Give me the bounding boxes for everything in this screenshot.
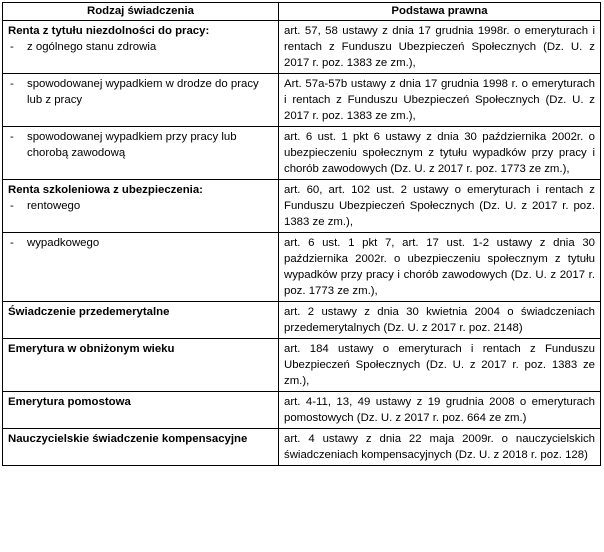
legal-basis-cell: art. 6 ust. 1 pkt 6 ustawy z dnia 30 października 2002r. o ubezpieczeniu społecznym z tytułu wypadków przy pracy i chorób zawodowych (Dz. U. z 2017 r. poz. 1773 ze zm.), bbox=[279, 127, 601, 180]
benefit-category-title: Emerytura w obniżonym wieku bbox=[8, 343, 175, 355]
table-row bbox=[3, 21, 601, 74]
table-header-row bbox=[3, 3, 601, 21]
benefit-subitem bbox=[8, 76, 273, 108]
benefit-cell bbox=[3, 302, 279, 339]
legal-basis-cell: Art. 57a-57b ustawy z dnia 17 grudnia 1998 r. o emeryturach i rentach z Funduszu Ubezpieczeń Społecznych (Dz. U. z 2017 r. poz. 1383 ze zm.), bbox=[279, 74, 601, 127]
benefit-cell bbox=[3, 429, 279, 466]
benefit-category-title: Świadczenie przedemerytalne bbox=[8, 306, 170, 318]
table-row bbox=[3, 339, 601, 392]
benefit-subitem-label: spowodowanej wypadkiem w drodze do pracy lub z pracy bbox=[27, 78, 259, 106]
benefit-category-title: Renta z tytułu niezdolności do pracy: bbox=[8, 25, 210, 37]
column-header-benefit-type: Rodzaj świadczenia bbox=[3, 3, 279, 21]
legal-basis-cell: art. 184 ustawy o emeryturach i rentach z Funduszu Ubezpieczeń Społecznych (Dz. U. z 2017 r. poz. 1383 ze zm.), bbox=[279, 339, 601, 392]
benefit-cell bbox=[3, 74, 279, 127]
table-row bbox=[3, 429, 601, 466]
benefit-subitem-label: wypadkowego bbox=[27, 237, 100, 249]
benefit-category-title: Emerytura pomostowa bbox=[8, 396, 131, 408]
dash-bullet: - bbox=[10, 78, 14, 90]
benefit-cell bbox=[3, 392, 279, 429]
benefit-cell bbox=[3, 127, 279, 180]
legal-basis-cell: art. 4-11, 13, 49 ustawy z 19 grudnia 2008 o emeryturach pomostowych (Dz. U. z 2017 r. poz. 664 ze zm.) bbox=[279, 392, 601, 429]
legal-basis-cell: art. 6 ust. 1 pkt 7, art. 17 ust. 1-2 ustawy z dnia 30 października 2002r. o ubezpieczeniu społecznym z tytułu wypadków przy pracy i chorób zawodowych (Dz. U. z 2017 r. poz. 1773 ze zm.), bbox=[279, 233, 601, 302]
benefit-cell bbox=[3, 180, 279, 233]
table-row bbox=[3, 180, 601, 233]
legal-basis-cell: art. 60, art. 102 ust. 2 ustawy o emeryturach i rentach z Funduszu Ubezpieczeń Społecznych (Dz. U. z 2017 r. poz. 1383 ze zm.), bbox=[279, 180, 601, 233]
dash-bullet: - bbox=[10, 41, 14, 53]
column-header-legal-basis: Podstawa prawna bbox=[279, 3, 601, 21]
benefits-legal-basis-table bbox=[2, 2, 601, 466]
benefit-subitem bbox=[8, 129, 273, 161]
legal-basis-cell: art. 4 ustawy z dnia 22 maja 2009r. o nauczycielskich świadczeniach kompensacyjnych (Dz. U. z 2018 r. poz. 128) bbox=[279, 429, 601, 466]
benefit-category-title: Nauczycielskie świadczenie kompensacyjne bbox=[8, 433, 248, 445]
legal-basis-cell: art. 57, 58 ustawy z dnia 17 grudnia 1998r. o emeryturach i rentach z Funduszu Ubezpieczeń Społecznych (Dz. U. z 2017 r. poz. 1383 ze zm.), bbox=[279, 21, 601, 74]
benefit-category-title: Renta szkoleniowa z ubezpieczenia: bbox=[8, 184, 203, 196]
benefit-subitem bbox=[8, 39, 273, 55]
benefit-subitem-label: z ogólnego stanu zdrowia bbox=[27, 41, 157, 53]
benefit-cell bbox=[3, 21, 279, 74]
benefit-subitem bbox=[8, 235, 273, 251]
table-row bbox=[3, 127, 601, 180]
table-row bbox=[3, 233, 601, 302]
benefit-subitem-label: rentowego bbox=[27, 200, 81, 212]
benefit-subitem bbox=[8, 198, 273, 214]
dash-bullet: - bbox=[10, 237, 14, 249]
table-row bbox=[3, 392, 601, 429]
table-row bbox=[3, 74, 601, 127]
benefit-cell bbox=[3, 233, 279, 302]
legal-basis-cell: art. 2 ustawy z dnia 30 kwietnia 2004 o świadczeniach przedemerytalnych (Dz. U. z 2017 r. poz. 2148) bbox=[279, 302, 601, 339]
dash-bullet: - bbox=[10, 131, 14, 143]
benefit-cell bbox=[3, 339, 279, 392]
dash-bullet: - bbox=[10, 200, 14, 212]
benefit-subitem-label: spowodowanej wypadkiem przy pracy lub chorobą zawodową bbox=[27, 131, 237, 159]
table-row bbox=[3, 302, 601, 339]
